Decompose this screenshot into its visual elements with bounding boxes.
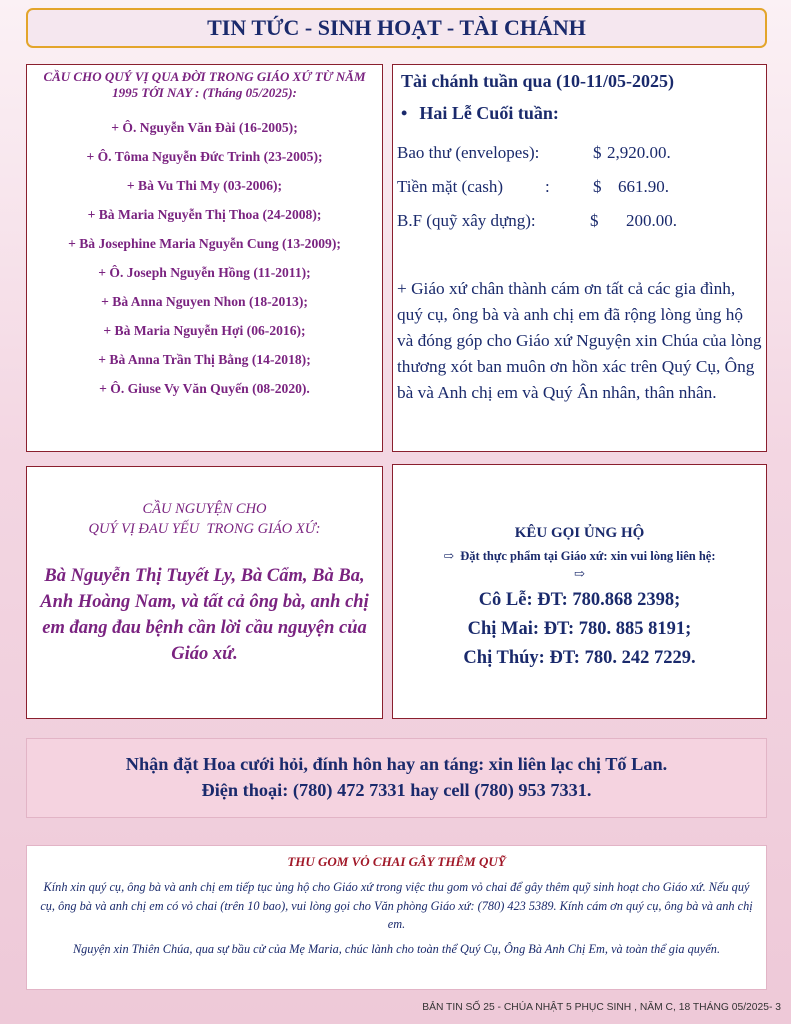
deceased-name: + Ô. Nguyễn Văn Đài (16-2005); <box>111 120 298 135</box>
deceased-name: + Bà Vu Thi My (03-2006); <box>126 178 283 193</box>
contact-line: Chị Thúy: ĐT: 780. 242 7229. <box>463 648 696 668</box>
sick-heading-line: QUÝ VỊ ĐAU YẾU TRONG GIÁO XỨ: <box>88 521 321 537</box>
arrow-right-icon: ⇨ <box>443 549 454 563</box>
finance-thanks: + Giáo xứ chân thành cám ơn tất cả các gia đình, quý cụ, ông bà và anh chị em đã rộng lòng ủng hộ và đóng góp cho Giáo xứ Nguyện xin Chúa của lòng thương xót ban muôn ơn hồn xác trên Quý Cụ, Ông bà và Anh chị em và Quý Ân nhân, thân nhân. <box>397 279 762 402</box>
sick-heading-line: CẦU NGUYỆN CHO <box>142 501 267 517</box>
deceased-list <box>27 113 382 403</box>
finance-title: Tài chánh tuần qua (10-11/05-2025) <box>401 71 675 91</box>
bottle-collection-title: THU GOM VỎ CHAI GÂY THÊM QUỸ <box>287 854 506 869</box>
deceased-name: + Bà Maria Nguyễn Thị Thoa (24-2008); <box>87 207 322 222</box>
finance-row-label: B.F (quỹ xây dựng): <box>397 211 536 230</box>
contact-line: Chị Mai: ĐT: 780. 885 8191; <box>467 619 692 639</box>
finance-row-amount: 200.00. <box>626 211 677 230</box>
support-appeal-section <box>392 464 767 719</box>
flower-line: Nhận đặt Hoa cưới hỏi, đính hôn hay an táng: xin liên lạc chị Tố Lan. <box>125 754 668 774</box>
finance-row-label: Bao thư (envelopes): <box>397 143 540 162</box>
deceased-name: + Ô. Joseph Nguyễn Hồng (11-2011); <box>98 265 311 280</box>
finance-row-separator: : <box>545 177 550 196</box>
finance-row-amount: 661.90. <box>618 177 669 196</box>
sick-heading <box>27 499 382 539</box>
deceased-name: + Ô. Giuse Vy Văn Quyến (08-2020). <box>99 381 310 396</box>
bullet-icon: • <box>401 103 408 123</box>
contact-line: Cô Lễ: ĐT: 780.868 2398; <box>478 590 681 610</box>
sick-names: Bà Nguyễn Thị Tuyết Ly, Bà Cẩm, Bà Ba, Anh Hoàng Nam, và tất cả ông bà, anh chị em đang đau bệnh cần lời cầu nguyện của Giáo xứ. <box>40 566 369 664</box>
currency-symbol: $ <box>593 177 602 196</box>
appeal-line <box>393 548 766 564</box>
page-footer: BẢN TIN SỐ 25 - CHÚA NHẬT 5 PHỤC SINH , NĂM C, 18 THÁNG 05/2025- 3 <box>422 1002 781 1013</box>
deceased-heading: CẦU CHO QUÝ VỊ QUA ĐỜI TRONG GIÁO XỨ TỪ NĂM 1995 TỚI NAY : (Tháng 05/2025): <box>43 69 366 100</box>
flower-phone-line: Điện thoại: (780) 472 7331 hay cell (780) 953 7331. <box>201 780 592 800</box>
appeal-line-text: Đặt thực phẩm tại Giáo xứ: xin vui lòng liên hệ: <box>460 549 716 563</box>
sick-prayer-section <box>26 466 383 719</box>
arrow-right-icon: ⇨ <box>574 566 585 581</box>
appeal-title: KÊU GỌI ỦNG HỘ <box>514 525 645 541</box>
finance-subtitle-text: Hai Lễ Cuối tuần: <box>419 103 559 123</box>
deceased-name: + Bà Josephine Maria Nguyễn Cung (13-2009); <box>68 236 341 251</box>
deceased-name: + Bà Maria Nguyễn Hợi (06-2016); <box>103 323 306 338</box>
finance-row-amount: 2,920.00. <box>607 143 671 162</box>
deceased-prayer-section <box>26 64 383 452</box>
finance-subtitle <box>401 103 559 124</box>
deceased-name: + Bà Anna Nguyen Nhon (18-2013); <box>101 294 308 309</box>
page-title: TIN TỨC - SINH HOẠT - TÀI CHÁNH <box>26 8 767 48</box>
flower-order-banner <box>26 738 767 818</box>
currency-symbol: $ <box>590 211 599 230</box>
bottle-collection-section <box>26 845 767 990</box>
finance-section <box>392 64 767 452</box>
appeal-contacts <box>393 586 766 673</box>
finance-row-label: Tiền mặt (cash) <box>397 177 504 196</box>
deceased-name: + Ô. Tôma Nguyễn Đức Trinh (23-2005); <box>86 149 323 164</box>
bottle-collection-text: Kính xin quý cụ, ông bà và anh chị em tiếp tục ủng hộ cho Giáo xứ trong việc thu gom vỏ chai để gây thêm quỹ sinh hoạt cho Giáo xứ. Nếu quý cụ, ông bà và anh chị em có vỏ chai (trên 10 bao), vui lòng gọi cho Văn phòng Giáo xứ: (780) 423 5389. Kính cám ơn quý cụ, ông bà và anh chị em. <box>40 880 753 931</box>
deceased-name: + Bà Anna Trần Thị Bằng (14-2018); <box>98 352 311 367</box>
currency-symbol: $ <box>593 143 602 162</box>
blessing-text: Nguyện xin Thiên Chúa, qua sự bầu cử của Mẹ Maria, chúc lành cho toàn thể Quý Cụ, Ông Bà Anh Chị Em, và toàn thể gia quyến. <box>72 941 721 956</box>
